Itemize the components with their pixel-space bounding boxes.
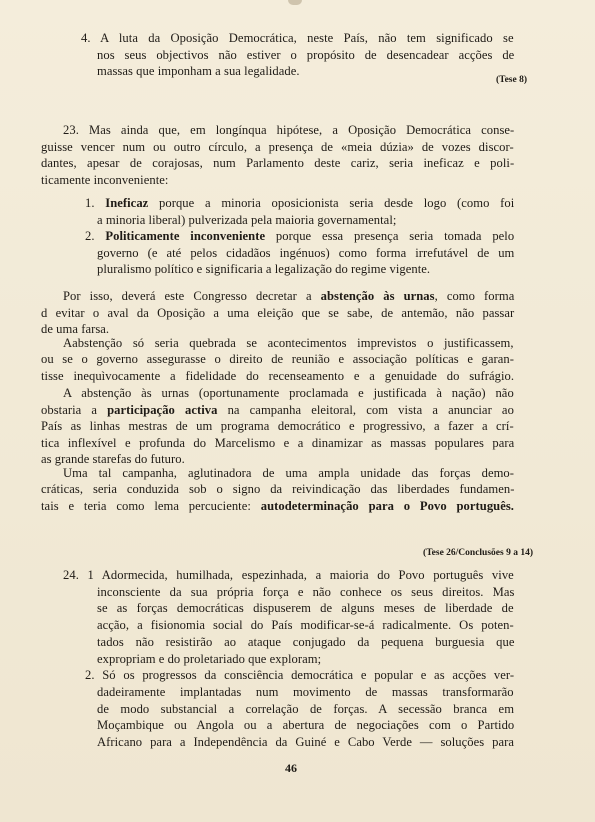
scan-artifact (288, 0, 302, 5)
text-run: abstenção às urnas (320, 289, 435, 303)
text-line (97, 585, 514, 600)
text-run: tisse inequìvocamente a fidelidade do recenseamento e a genuidade do sufrágio. (41, 368, 515, 383)
text-run: governo (e até pelos cidadãos ingénuos) como forma irrefutável de um (97, 245, 515, 260)
text-run: 23. Mas ainda que, em longínqua hipótese, a Oposição Democrática conse- (63, 123, 515, 137)
text-run: a minoria liberal) pulverizada pela maioria governamental; (97, 212, 397, 227)
text-line (97, 718, 514, 733)
text-line (63, 123, 514, 138)
text-line (97, 702, 514, 717)
text-line (63, 466, 514, 481)
text-run: expropriam e do proletariado que exploram; (97, 651, 322, 666)
text-line (41, 403, 514, 418)
text-line (97, 213, 396, 228)
text-line (41, 140, 514, 155)
text-line (41, 156, 514, 171)
text-run: tica inflexível e profunda do Marcelismo e a dinamizar as massas populares para (41, 435, 515, 450)
text-line (41, 352, 514, 367)
text-run: Africano para a Independência da Guiné e Cabo Verde — soluções para (97, 735, 515, 749)
text-line (85, 229, 514, 244)
text-run: 4. A luta da Oposição Democrática, neste País, não tem significado se (81, 31, 514, 45)
text-line (41, 482, 514, 497)
text-run: participação activa (107, 402, 218, 417)
text-line (81, 31, 514, 46)
text-line (97, 618, 514, 633)
text-run: 24. 1 Adormecida, humilhada, espezinhada, a maioria do Povo português vive (63, 568, 514, 582)
text-run: obstaria a (41, 402, 108, 417)
text-line (63, 568, 514, 583)
text-line (97, 635, 514, 650)
text-line (63, 386, 514, 401)
text-line (41, 306, 514, 321)
text-run: A abstenção às urnas (oportunamente proclamada e justificada à nação) não (63, 386, 514, 400)
text-run: , como forma (434, 289, 515, 303)
text-line (97, 246, 514, 261)
text-run: tados não resistirão ao ataque conjugado da pequena burguesia que (97, 634, 515, 649)
text-run: porque essa presença seria tomada pelo (265, 229, 515, 243)
text-run: dadeiramente implantadas num movimento de massas transformarão (97, 684, 514, 699)
text-run: País as linhas mestras de um programa democrático e progressivo, a fazer a crí- (41, 419, 514, 434)
text-line (63, 336, 514, 351)
text-run: d evitar o aval da Oposição a uma eleição que se sabe, de antemão, não passar (41, 305, 515, 320)
text-line (41, 419, 514, 434)
text-run: Ineficaz (105, 196, 149, 210)
text-run: dantes, apesar de corajosas, num Parlamento deste cariz, seria ineficaz e poli- (41, 156, 515, 170)
text-run: Politicamente inconveniente (105, 229, 266, 243)
text-run: as grande starefas do futuro. (41, 452, 185, 467)
text-line (97, 652, 321, 667)
text-line (63, 289, 514, 304)
text-line (41, 173, 168, 188)
text-run: se as forças democráticas dispuserem de alguns meses de liberdade de (97, 601, 514, 616)
text-line (85, 196, 514, 211)
text-run: pluralismo político e significaria a legalização do regime vigente. (97, 262, 431, 276)
text-run: de uma farsa. (41, 322, 110, 336)
text-run: na campanha eleitoral, com vista a anunciar ao (217, 402, 514, 417)
text-run: inconsciente da sua própria força e não conhece os seus direitos. Mas (97, 584, 515, 599)
text-line (97, 735, 514, 750)
text-run: Aabstenção só seria quebrada se acontecimentos imprevistos o justificassem, (63, 336, 514, 350)
text-line (41, 369, 514, 384)
text-line (41, 322, 109, 337)
text-run: guisse vencer num ou outro círculo, a presença de «meia dúzia» de vozes discor- (41, 139, 514, 154)
text-run: Por isso, deverá este Congresso decretar a (63, 289, 321, 303)
text-line (41, 499, 514, 514)
text-run: Uma tal campanha, aglutinadora de uma ampla unidade das forças demo- (63, 466, 515, 480)
reference-tese-8: (Tese 8) (495, 75, 527, 85)
text-run: ou se o governo assegurasse o direito de reunião e associação políticas e garan- (41, 352, 515, 367)
text-line (97, 685, 514, 700)
text-run: porque a minoria oposicionista seria desde logo (como foi (148, 196, 515, 210)
text-run: massas que imponham a sua legalidade. (97, 64, 300, 78)
text-run: 1. (85, 196, 106, 210)
text-line (97, 601, 514, 616)
text-line (97, 64, 300, 79)
text-line (85, 668, 514, 683)
text-run: Moçambique ou Angola ou a abertura de negociações com o Partido (97, 718, 515, 733)
reference-tese-26: (Tese 26/Conclusões 9 a 14) (423, 548, 533, 558)
text-line (41, 436, 514, 451)
text-run: 2. Só os progressos da consciência democrática e popular e as acções ver- (85, 668, 515, 683)
text-run: acção, a fisionomia social do País modificar-se-á radicalmente. Os poten- (97, 618, 514, 633)
text-run: tais e teria como lema percuciente: (41, 498, 261, 513)
text-line (97, 48, 514, 63)
text-run: de modo substancial a correlação de forças. A secessão branca em (97, 701, 515, 716)
text-run: ticamente inconveniente: (41, 172, 169, 187)
text-run: 2. (85, 229, 106, 243)
page-number: 46 (285, 761, 297, 775)
text-run: autodeterminação para o Povo português. (260, 498, 515, 513)
text-run: nos seus objectivos não estiver o propósito de desencadear acções de (97, 47, 515, 62)
text-line (97, 262, 430, 277)
text-run: cráticas, seria conduzida sob o signo da reivindicação das liberdades fundamen- (41, 482, 515, 497)
